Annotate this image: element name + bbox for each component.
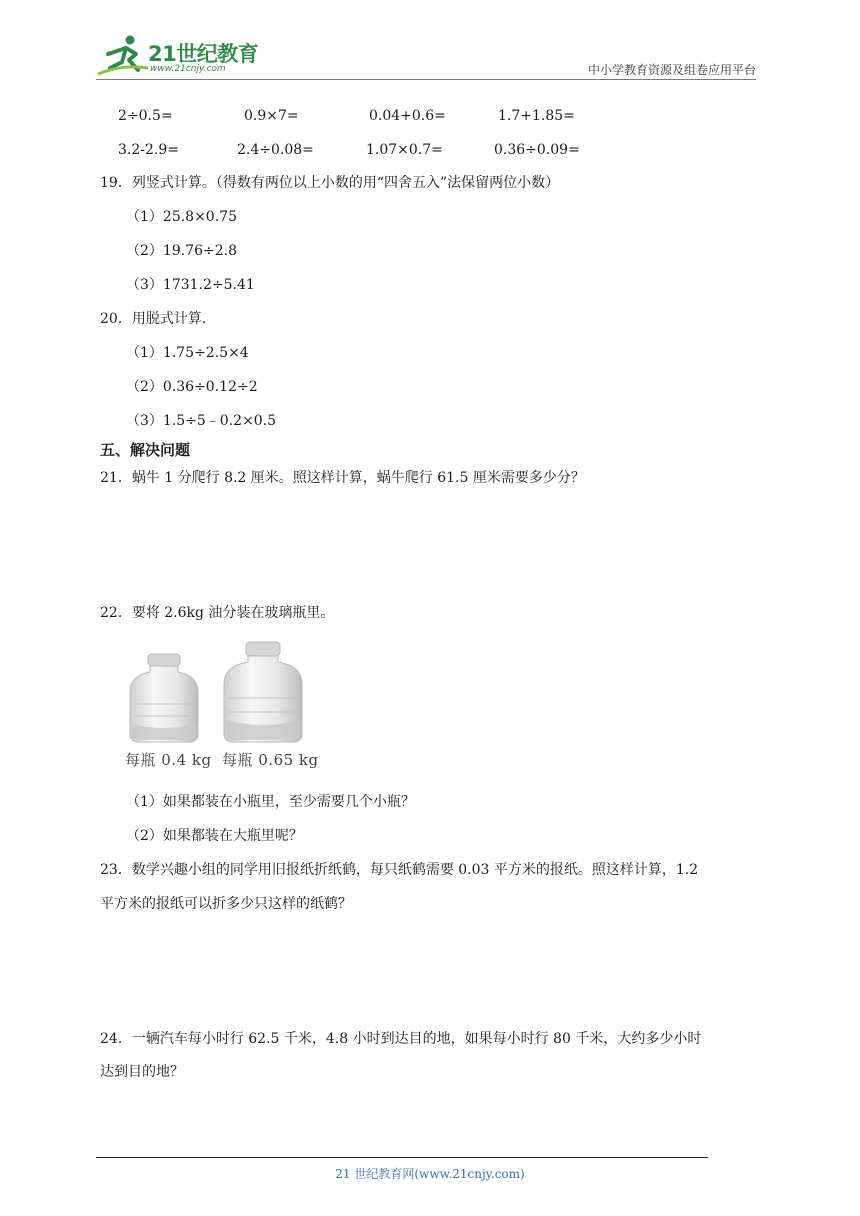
question-20-item: （1）1.75÷2.5×4 xyxy=(126,345,249,361)
large-jar-image xyxy=(222,640,304,744)
footer-link[interactable]: 21 世纪教育网(www.21cnjy.com) xyxy=(335,1167,525,1181)
logo-text: 21世纪教育 xyxy=(148,42,259,66)
question-22-title: 22．要将 2.6kg 油分装在玻璃瓶里。 xyxy=(100,605,335,621)
question-20-title: 20．用脱式计算． xyxy=(100,311,216,327)
calc-item: 0.36÷0.09= xyxy=(494,142,580,158)
small-jar-caption: 每瓶 0.4 kg xyxy=(125,751,212,769)
calc-item: 0.9×7= xyxy=(244,108,299,124)
question-19-item: （3）1731.2÷5.41 xyxy=(126,277,255,293)
question-23-line: 23．数学兴趣小组的同学用旧报纸折纸鹤，每只纸鹤需要 0.03 平方米的报纸。照这样计算，1.2 xyxy=(100,862,699,878)
header-divider xyxy=(96,79,756,80)
section-heading: 五、解决问题 xyxy=(100,441,191,459)
calc-item: 3.2-2.9= xyxy=(118,142,179,158)
question-22-item: （2）如果都装在大瓶里呢？ xyxy=(126,828,303,844)
calc-item: 2÷0.5= xyxy=(118,108,173,124)
footer-divider xyxy=(96,1157,708,1158)
question-24-line: 达到目的地？ xyxy=(100,1064,184,1080)
question-20-item: （2）0.36÷0.12÷2 xyxy=(126,379,258,395)
question-19-title: 19．列竖式计算。（得数有两位以上小数的用“四舍五入”法保留两位小数） xyxy=(100,175,560,191)
question-21: 21．蜗牛 1 分爬行 8.2 厘米。照这样计算，蜗牛爬行 61.5 厘米需要多少分？ xyxy=(100,470,585,486)
calc-item: 1.7+1.85= xyxy=(498,108,575,124)
site-logo xyxy=(96,34,266,78)
question-19-item: （1）25.8×0.75 xyxy=(126,209,237,225)
logo-url: www.21cnjy.com xyxy=(150,64,226,74)
question-20-item: （3）1.5÷5﹣0.2×0.5 xyxy=(126,413,277,429)
runner-logo-icon xyxy=(96,34,150,78)
question-24-line: 24．一辆汽车每小时行 62.5 千米，4.8 小时到达目的地，如果每小时行 80 千米，大约多少小时 xyxy=(100,1031,702,1047)
calc-item: 1.07×0.7= xyxy=(366,142,443,158)
platform-name: 中小学教育资源及组卷应用平台 xyxy=(587,63,756,77)
large-jar-caption: 每瓶 0.65 kg xyxy=(222,751,319,769)
calc-item: 2.4÷0.08= xyxy=(237,142,314,158)
question-23-line: 平方米的报纸可以折多少只这样的纸鹤？ xyxy=(100,896,352,912)
calc-item: 0.04+0.6= xyxy=(369,108,446,124)
question-19-item: （2）19.76÷2.8 xyxy=(126,243,237,259)
question-22-item: （1）如果都装在小瓶里，至少需要几个小瓶？ xyxy=(126,794,415,810)
small-jar-image xyxy=(128,652,200,744)
